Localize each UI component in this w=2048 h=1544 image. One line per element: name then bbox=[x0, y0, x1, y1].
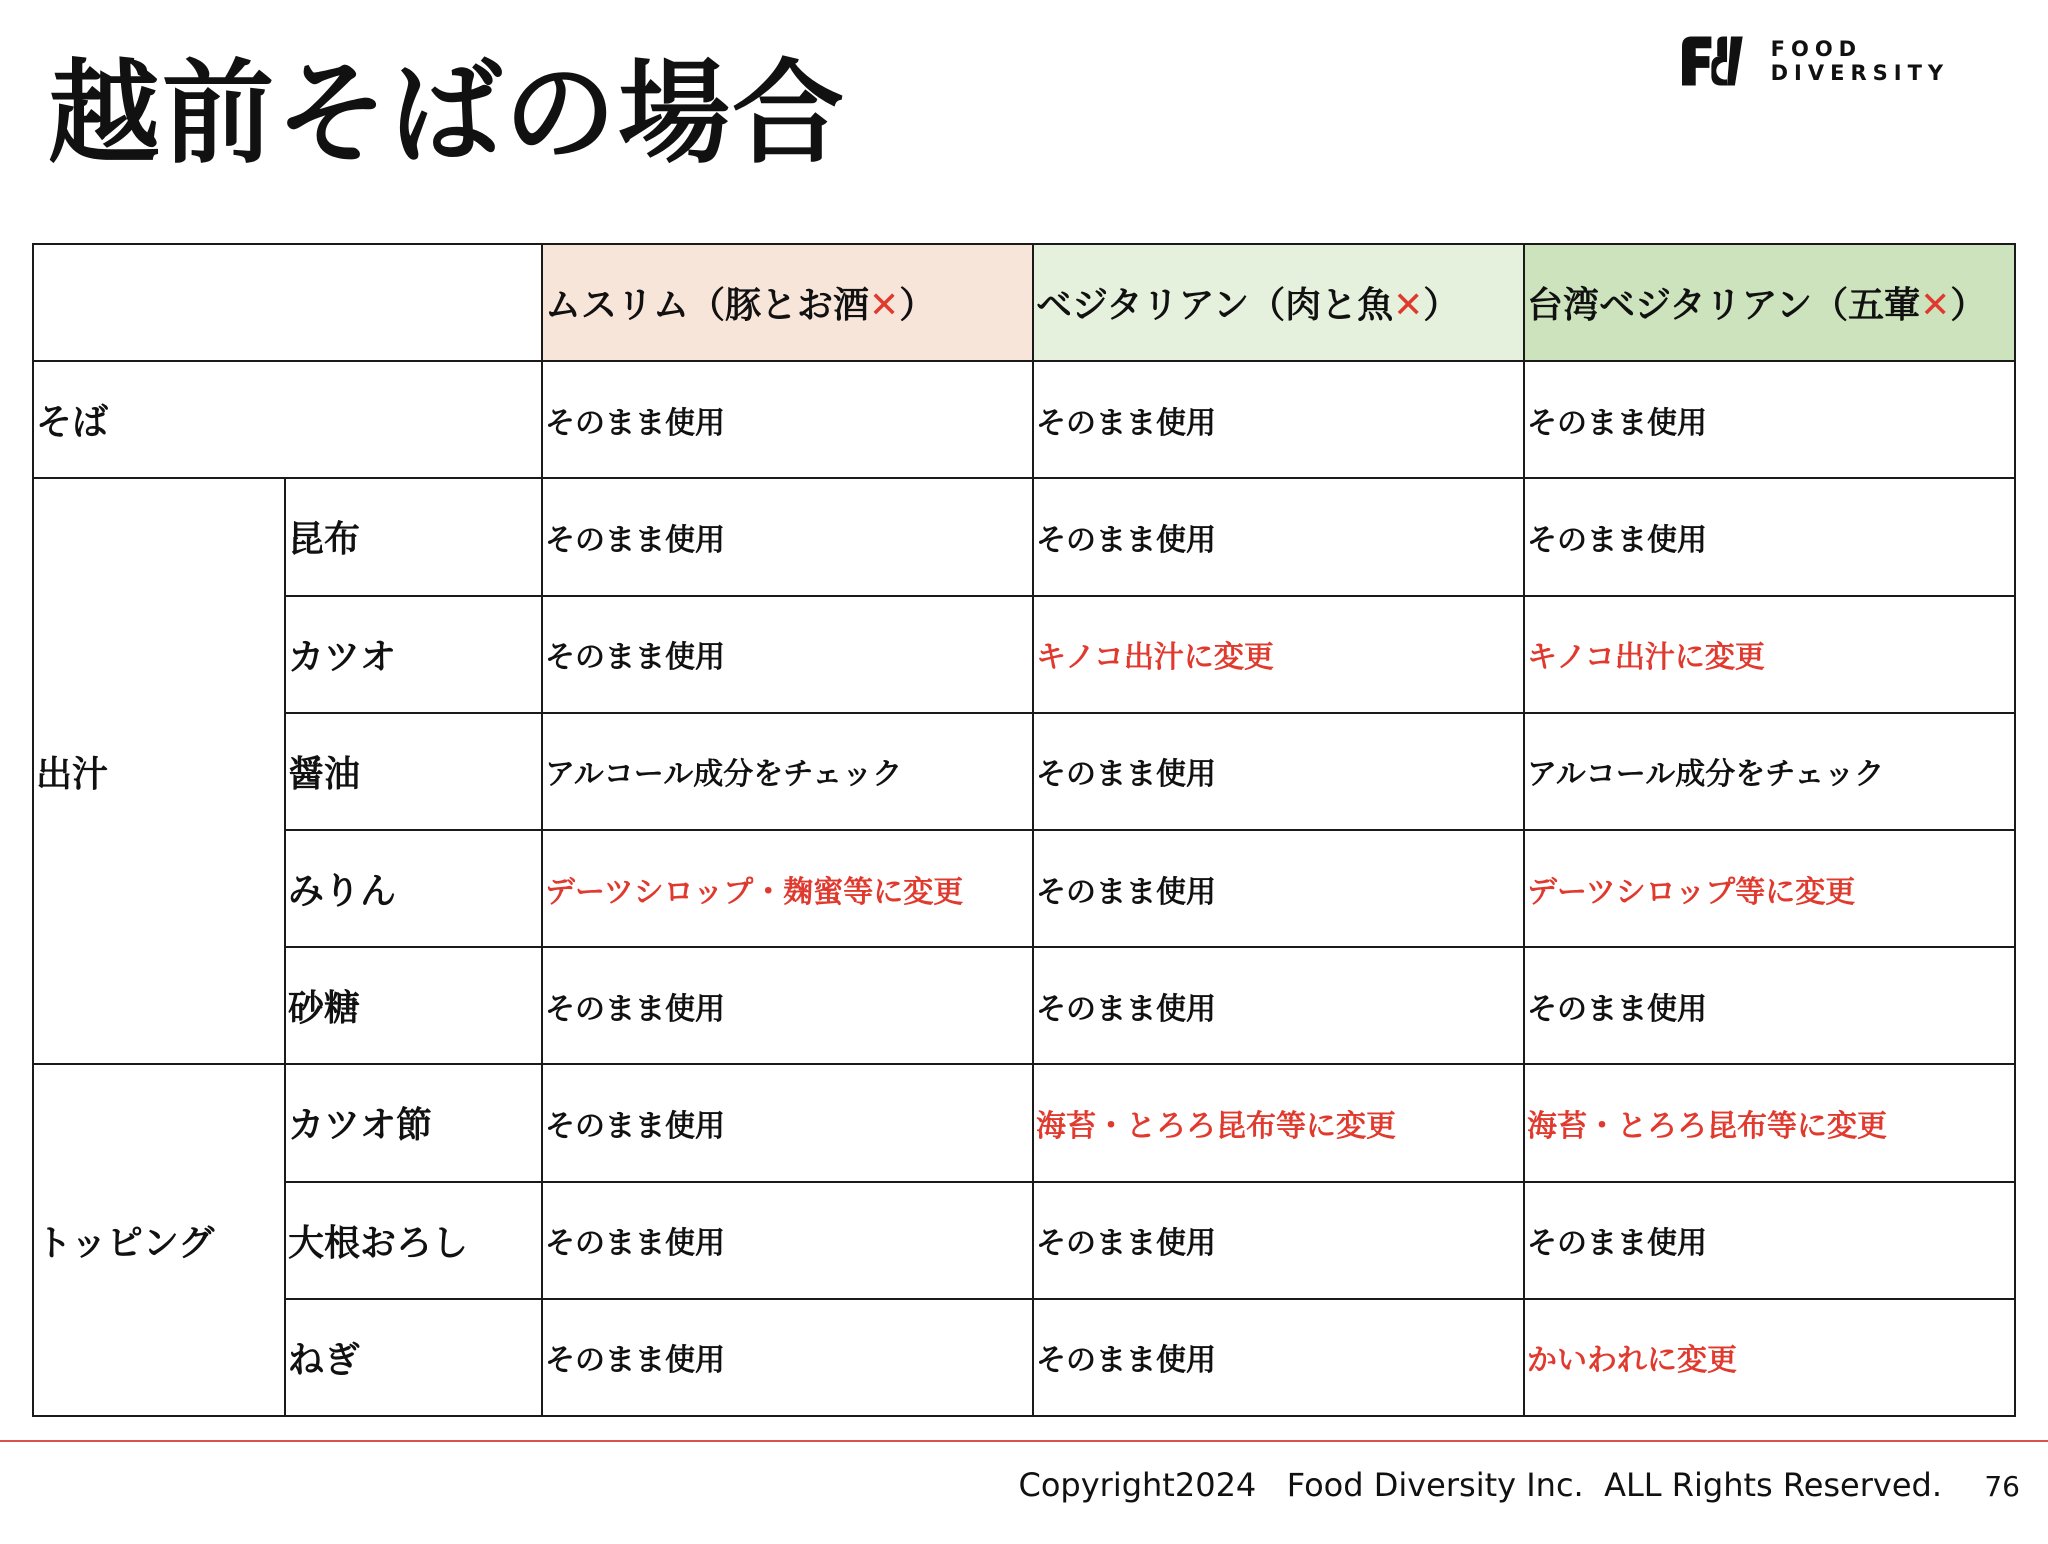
table-cell-change: キノコ出汁に変更 bbox=[1033, 596, 1524, 713]
header-taiwan-vegetarian: 台湾ベジタリアン（五葷✕） bbox=[1524, 244, 2015, 361]
item-label: ねぎ bbox=[285, 1299, 542, 1416]
table-cell: そのまま使用 bbox=[1033, 1182, 1524, 1299]
logo-text: FOOD DIVERSITY bbox=[1770, 37, 1950, 85]
table-row bbox=[33, 1064, 2015, 1181]
table-cell-change: キノコ出汁に変更 bbox=[1524, 596, 2015, 713]
cross-icon: ✕ bbox=[1393, 285, 1424, 327]
page-number: 76 bbox=[1984, 1470, 2020, 1503]
table-cell: そのまま使用 bbox=[1524, 947, 2015, 1064]
table-cell: そのまま使用 bbox=[542, 947, 1033, 1064]
footer-divider bbox=[0, 1440, 2048, 1442]
table-cell: そのまま使用 bbox=[1033, 1299, 1524, 1416]
table-cell: そのまま使用 bbox=[1524, 1182, 2015, 1299]
item-label: カツオ bbox=[285, 596, 542, 713]
table-cell: そのまま使用 bbox=[1524, 361, 2015, 478]
table-cell: そのまま使用 bbox=[542, 1182, 1033, 1299]
table-row bbox=[33, 947, 2015, 1064]
table-cell: そのまま使用 bbox=[1033, 361, 1524, 478]
copyright-text: Copyright2024 Food Diversity Inc. ALL Rights Reserved. bbox=[1018, 1466, 1942, 1504]
group-label-soba: そば bbox=[33, 361, 542, 478]
table-cell: そのまま使用 bbox=[542, 361, 1033, 478]
table-cell: そのまま使用 bbox=[1033, 947, 1524, 1064]
item-label: カツオ節 bbox=[285, 1064, 542, 1181]
comparison-table bbox=[32, 243, 2016, 1417]
table-header-row bbox=[33, 244, 2015, 361]
item-label: 大根おろし bbox=[285, 1182, 542, 1299]
item-label: 醤油 bbox=[285, 713, 542, 830]
page-title: 越前そばの場合 bbox=[48, 49, 846, 179]
header-empty-cell bbox=[33, 244, 542, 361]
table-cell: アルコール成分をチェック bbox=[1524, 713, 2015, 830]
table-row bbox=[33, 1182, 2015, 1299]
item-label: 昆布 bbox=[285, 478, 542, 595]
table-row bbox=[33, 478, 2015, 595]
header-vegetarian: ベジタリアン（肉と魚✕） bbox=[1033, 244, 1524, 361]
fd-logo-icon bbox=[1682, 36, 1747, 86]
table-cell-change: かいわれに変更 bbox=[1524, 1299, 2015, 1416]
group-label-topping: トッピング bbox=[33, 1064, 285, 1416]
table-row bbox=[33, 596, 2015, 713]
cross-icon: ✕ bbox=[1920, 285, 1951, 327]
brand-logo bbox=[1682, 36, 2048, 86]
group-label-dashi: 出汁 bbox=[33, 478, 285, 1064]
table-row bbox=[33, 830, 2015, 947]
item-label: 砂糖 bbox=[285, 947, 542, 1064]
table-cell-change: 海苔・とろろ昆布等に変更 bbox=[1033, 1064, 1524, 1181]
cross-icon: ✕ bbox=[869, 285, 900, 327]
table-cell: そのまま使用 bbox=[1033, 713, 1524, 830]
table-cell: そのまま使用 bbox=[542, 1299, 1033, 1416]
table-row bbox=[33, 1299, 2015, 1416]
table-cell: そのまま使用 bbox=[1033, 830, 1524, 947]
table-row bbox=[33, 361, 2015, 478]
table-cell-change: デーツシロップ等に変更 bbox=[1524, 830, 2015, 947]
table-cell: そのまま使用 bbox=[542, 1064, 1033, 1181]
table-cell: そのまま使用 bbox=[542, 478, 1033, 595]
table-cell: そのまま使用 bbox=[1524, 478, 2015, 595]
table-cell: そのまま使用 bbox=[1033, 478, 1524, 595]
table-cell: そのまま使用 bbox=[542, 596, 1033, 713]
table-row bbox=[33, 713, 2015, 830]
table-cell-change: デーツシロップ・麹蜜等に変更 bbox=[542, 830, 1033, 947]
header-muslim: ムスリム（豚とお酒✕） bbox=[542, 244, 1033, 361]
item-label: みりん bbox=[285, 830, 542, 947]
table-cell-change: 海苔・とろろ昆布等に変更 bbox=[1524, 1064, 2015, 1181]
table-cell: アルコール成分をチェック bbox=[542, 713, 1033, 830]
